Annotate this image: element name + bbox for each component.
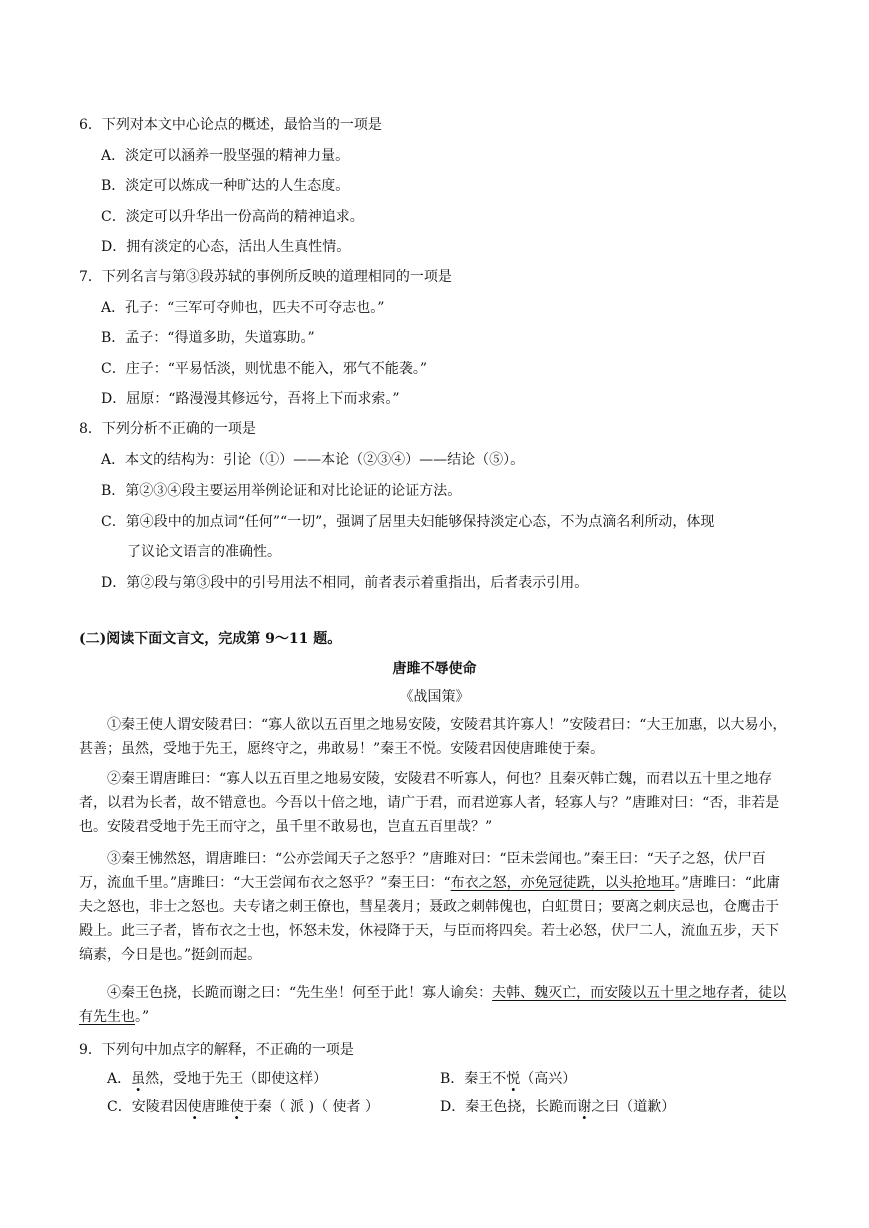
q6-stem: 6．下列对本文中心论点的概述，最恰当的一项是 [79,117,382,133]
q8-option-b: B．第②③④段主要运用举例论证和对比论证的论证方法。 [101,483,462,499]
q9-option-b [440,1069,576,1089]
q9-c-prefix: C．安陵君因 [107,1099,188,1115]
passage-paragraph-2: ②秦王谓唐雎曰：“寡人以五百里之地易安陵，安陵君不听寡人，何也？且秦灭韩亡魏，而君以五十里之地存者，以君为长者，故不错意也。今吾以十倍之地，请广于君，而君逆寡人者，轻寡人与？”唐雎对曰：“否，非若是也。安陵君受地于先王而守之，虽千里不敢易也，岂直五百里哉？” [79,771,780,835]
underlined-sentence-1: 布衣之怒，亦免冠徒跣，以头抢地耳 [450,875,675,891]
q6-option-c: C．淡定可以升华出一份高尚的精神追求。 [101,209,364,225]
paragraph-4-text-a: ④秦王色挠，长跪而谢之曰：“先生坐！何至于此！寡人谕矣： [107,985,493,1001]
q6-option-b: B．淡定可以炼成一种旷达的人生态度。 [101,178,350,194]
dotted-character: 使 [229,1099,244,1115]
passage-paragraph-3 [79,847,787,967]
underlined-sentence-2: 夫韩、魏灭亡，而安陵以五十里之地存者，徒以有先生也 [79,985,787,1025]
passage-paragraph-1: ①秦王使人谓安陵君曰：“寡人欲以五百里之地易安陵，安陵君其许寡人！”安陵君曰：“大王加惠，以大易小，甚善；虽然，受地于先王，愿终守之，弗敢易！”秦王不悦。安陵君因使唐雎使于秦。 [79,717,787,757]
passage-source: 《战国策》 [399,689,470,705]
q7-stem: 7．下列名言与第③段苏轼的事例所反映的道理相同的一项是 [79,269,452,285]
q8-option-d: D．第②段与第③段中的引号用法不相同，前者表示着重指出，后者表示引用。 [101,575,589,591]
paragraph-3-text-b: 。”唐雎曰：“此庸夫之怒也，非士之怒也。夫专诸之刺王僚也，彗星袭月；聂政之刺韩傀也，白虹贯日；要离之刺庆忌也，仓鹰击于殿上。此三子者，皆布衣之士也，怀怒未发，休祲降于天，与臣而将四矣。若士必怒，伏尸二人，流血五步，天下缟素，今日是也。”挺剑而起。 [79,875,780,963]
paragraph-4-text-b: 。” [135,1009,150,1025]
q9-b-prefix: B．秦王不 [440,1071,507,1087]
dotted-character: 虽 [131,1071,146,1087]
dotted-character: 谢 [577,1099,592,1115]
q9-c-suffix: 于秦（ 派 )（ 使者 ） [243,1099,379,1115]
q9-d-suffix: 之曰（道歉） [591,1099,676,1115]
q9-c-middle: 唐雎 [201,1099,230,1115]
q9-b-suffix: （高兴） [520,1071,577,1087]
q9-a-prefix: A． [107,1071,132,1087]
passage-paragraph-4 [79,981,787,1029]
q9-a-suffix: 然，受地于先王（即使这样） [145,1071,328,1087]
q9-option-c [107,1097,379,1117]
q9-d-prefix: D．秦王色挠，长跪而 [440,1099,578,1115]
q8-option-a: A．本文的结构为：引论（①）——本论（②③④）——结论（⑤）。 [101,452,525,468]
passage-title: 唐雎不辱使命 [392,661,477,677]
section-heading: (二)阅读下面文言文，完成第 9～11 题。 [79,631,342,647]
q8-option-c-continued: 了议论文语言的准确性。 [127,544,281,560]
q9-stem: 9．下列句中加点字的解释，不正确的一项是 [79,1042,354,1058]
q9-option-a [107,1069,327,1089]
q7-option-c: C．庄子：“平易恬淡，则忧患不能入，邪气不能袭。” [101,361,428,377]
dotted-character: 使 [187,1099,202,1115]
q8-option-c: C．第④段中的加点词“任何”“一切”，强调了居里夫妇能够保持淡定心态，不为点滴名利所动，体现 [101,514,715,530]
q6-option-a: A．淡定可以涵养一股坚强的精神力量。 [101,148,350,164]
q6-option-d: D．拥有淡定的心态，活出人生真性情。 [101,239,351,255]
q9-option-d [440,1097,675,1117]
dotted-character: 悦 [506,1071,521,1087]
paragraph-3-text-a: ③秦王怫然怒，谓唐雎曰：“公亦尝闻天子之怒乎？”唐雎对曰：“臣未尝闻也。”秦王曰：“天子之怒，伏尸百万，流血千里。”唐雎曰：“大王尝闻布衣之怒乎？”秦王曰：“ [79,851,766,891]
q8-stem: 8．下列分析不正确的一项是 [79,421,256,437]
q7-option-d: D．屈原：“路漫漫其修远兮，吾将上下而求索。” [101,391,400,407]
q7-option-b: B．孟子：“得道多助，失道寡助。” [101,330,315,346]
q7-option-a: A．孔子：“三军可夺帅也，匹夫不可夺志也。” [101,300,385,316]
